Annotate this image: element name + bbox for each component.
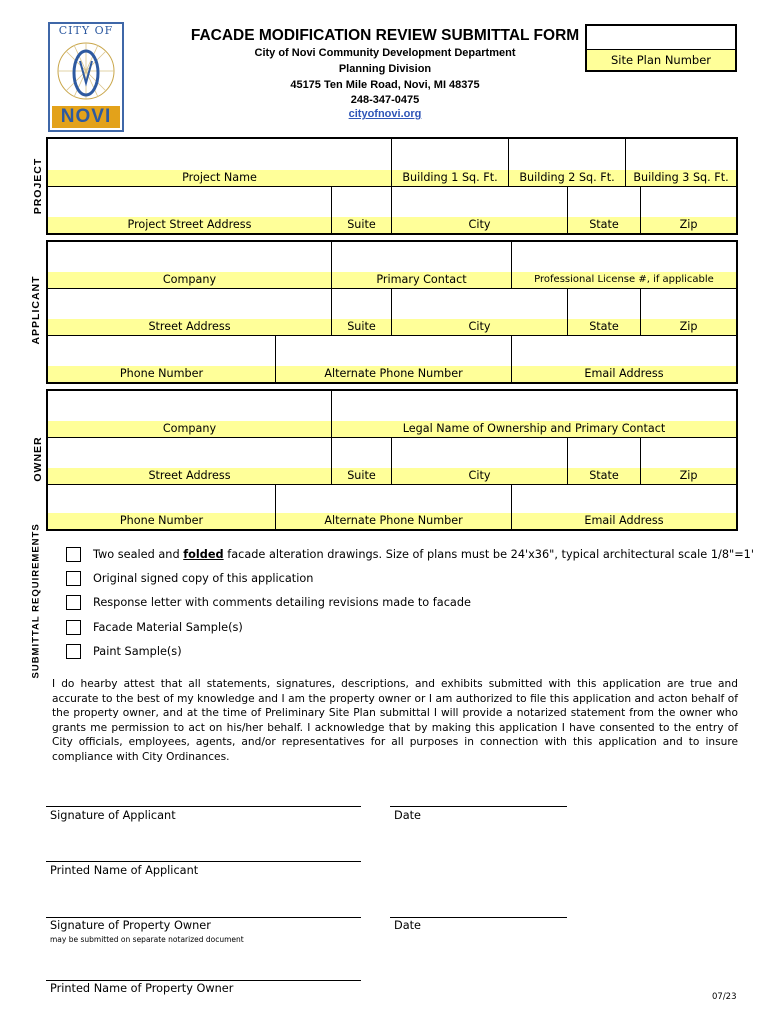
signed-copy-checkbox[interactable] [66,571,81,586]
building2-sqft-input[interactable] [509,139,625,170]
paint-samples-checkbox[interactable] [66,644,81,659]
owner-state-label: State [568,468,640,484]
applicant-phone-label: Phone Number [48,366,275,382]
paint-samples-text: Paint Sample(s) [93,645,182,658]
response-letter-checkbox[interactable] [66,595,81,610]
site-plan-number-input[interactable] [587,26,735,50]
project-suite-label: Suite [332,217,391,233]
applicant-email-label: Email Address [512,366,736,382]
project-name-input[interactable] [48,139,391,170]
owner-alt-phone-field [276,485,512,529]
city-of-novi-logo [48,22,124,132]
owner-legal-name-label: Legal Name of Ownership and Primary Contact [332,421,736,437]
response-letter-text: Response letter with comments detailing revisions made to facade [93,596,471,609]
applicant-signature-line[interactable] [46,806,361,807]
project-name-label: Project Name [48,170,391,186]
owner-zip-label: Zip [641,468,736,484]
applicant-primary-contact-input[interactable] [332,242,511,272]
submittal-section-label: SUBMITTAL REQUIREMENTS [30,523,42,679]
applicant-license-label: Professional License #, if applicable [512,272,736,288]
owner-street-label: Street Address [48,468,331,484]
applicant-section-label: APPLICANT [30,275,42,345]
applicant-alt-phone-field [276,336,512,382]
project-city-field [392,187,568,233]
signed-copy-text: Original signed copy of this application [93,572,314,585]
owner-signature-line[interactable] [46,917,361,918]
logo-novi-text: NOVI [52,106,120,128]
owner-section [46,389,738,531]
owner-section-label: OWNER [32,436,44,482]
building2-sqft-field [509,139,626,187]
applicant-printed-name-line[interactable] [46,861,361,862]
project-city-label: City [392,217,567,233]
project-state-field [568,187,641,233]
applicant-alt-phone-label: Alternate Phone Number [276,366,511,382]
project-suite-field [332,187,392,233]
owner-legal-name-field [332,391,736,438]
material-samples-checkbox[interactable] [66,620,81,635]
applicant-alt-phone-input[interactable] [276,336,511,366]
applicant-phone-input[interactable] [48,336,275,366]
owner-legal-name-input[interactable] [332,391,736,421]
owner-city-label: City [392,468,567,484]
project-suite-input[interactable] [332,187,391,217]
project-street-label: Project Street Address [48,217,331,233]
applicant-email-input[interactable] [512,336,736,366]
applicant-date-line[interactable] [390,806,567,807]
project-zip-label: Zip [641,217,736,233]
site-plan-number-box [585,24,737,72]
drawings-text: Two sealed and folded facade alteration drawings. Size of plans must be 24'x36", typical architectural scale 1/8"=1' [93,548,754,561]
building1-sqft-input[interactable] [392,139,508,170]
owner-signature-label: Signature of Property Owner [50,919,211,932]
applicant-primary-contact-field [332,242,512,289]
owner-date-line[interactable] [390,917,567,918]
owner-company-input[interactable] [48,391,331,421]
applicant-section [46,240,738,384]
project-name-field [48,139,392,187]
building3-sqft-label: Building 3 Sq. Ft. [626,170,736,186]
owner-alt-phone-input[interactable] [276,485,511,513]
owner-city-field [392,438,568,485]
owner-date-label: Date [394,919,422,932]
owner-email-input[interactable] [512,485,736,513]
owner-email-label: Email Address [512,513,736,529]
owner-printed-name-line[interactable] [46,980,361,981]
applicant-primary-contact-label: Primary Contact [332,272,511,288]
building2-sqft-label: Building 2 Sq. Ft. [509,170,625,186]
building3-sqft-input[interactable] [626,139,736,170]
attestation-paragraph: I do hearby attest that all statements, signatures, descriptions, and exhibits submitted with this application are true and accurate to the best of my knowledge and I am the property owner or I am authorized to file this application and acton behalf of the property owner, and at the time of Preliminary Site Plan submittal I will provide a notarized statement from the owner who grants me permission to act on his/her behalf. I acknowledge that by making this application I have consented to the entry of City officials, employees, agents, and/or representatives for all purposes in connection with this application and to insure compliance with City Ordinances. [52,678,738,763]
website-link[interactable]: cityofnovi.org [348,108,422,120]
applicant-license-field [512,242,736,289]
applicant-street-input[interactable] [48,289,331,319]
owner-signature-note: may be submitted on separate notarized document [50,935,244,944]
applicant-zip-field [641,289,736,336]
applicant-printed-name-label: Printed Name of Applicant [50,864,199,877]
owner-email-field [512,485,736,529]
applicant-street-label: Street Address [48,319,331,335]
site-plan-number-label: Site Plan Number [587,49,735,70]
owner-suite-label: Suite [332,468,391,484]
city-phone: 248-347-0475 [350,94,420,106]
applicant-email-field [512,336,736,382]
applicant-zip-label: Zip [641,319,736,335]
building1-sqft-label: Building 1 Sq. Ft. [392,170,508,186]
owner-city-input[interactable] [392,438,567,468]
applicant-city-label: City [392,319,567,335]
project-section-label: PROJECT [32,157,44,215]
project-city-input[interactable] [392,187,567,217]
form-version: 07/23 [712,992,737,1002]
project-state-input[interactable] [568,187,640,217]
owner-company-field [48,391,332,438]
owner-street-field [48,438,332,485]
project-section [46,137,738,235]
owner-phone-label: Phone Number [48,513,275,529]
project-street-input[interactable] [48,187,331,217]
applicant-signature-label: Signature of Applicant [50,809,176,822]
applicant-company-label: Company [48,272,331,288]
applicant-suite-label: Suite [332,319,391,335]
owner-printed-name-label: Printed Name of Property Owner [50,982,234,995]
drawings-checkbox[interactable] [66,547,81,562]
applicant-suite-field [332,289,392,336]
owner-street-input[interactable] [48,438,331,468]
logo-city-text: CITY OF [58,24,114,37]
applicant-company-field [48,242,332,289]
owner-phone-field [48,485,276,529]
city-address: 45175 Ten Mile Road, Novi, MI 48375 [290,79,480,91]
applicant-zip-input[interactable] [641,289,736,319]
owner-state-field [568,438,641,485]
applicant-state-label: State [568,319,640,335]
project-zip-input[interactable] [641,187,736,217]
applicant-city-field [392,289,568,336]
logo-emblem-icon [54,39,118,103]
form-title: FACADE MODIFICATION REVIEW SUBMITTAL FORM [190,27,580,44]
owner-alt-phone-label: Alternate Phone Number [276,513,511,529]
applicant-state-field [568,289,641,336]
material-samples-text: Facade Material Sample(s) [93,621,243,634]
owner-state-input[interactable] [568,438,640,468]
department-name: City of Novi Community Development Department [254,47,516,59]
project-street-field [48,187,332,233]
project-state-label: State [568,217,640,233]
applicant-date-label: Date [394,809,422,822]
applicant-city-input[interactable] [392,289,567,319]
owner-company-label: Company [48,421,331,437]
applicant-license-input[interactable] [512,242,736,272]
owner-suite-field [332,438,392,485]
owner-zip-field [641,438,736,485]
applicant-suite-input[interactable] [332,289,391,319]
owner-zip-input[interactable] [641,438,736,468]
division-name: Planning Division [338,63,432,75]
applicant-company-input[interactable] [48,242,331,272]
project-zip-field [641,187,736,233]
owner-phone-input[interactable] [48,485,275,513]
applicant-street-field [48,289,332,336]
owner-suite-input[interactable] [332,438,391,468]
building3-sqft-field [626,139,736,187]
applicant-phone-field [48,336,276,382]
applicant-state-input[interactable] [568,289,640,319]
building1-sqft-field [392,139,509,187]
